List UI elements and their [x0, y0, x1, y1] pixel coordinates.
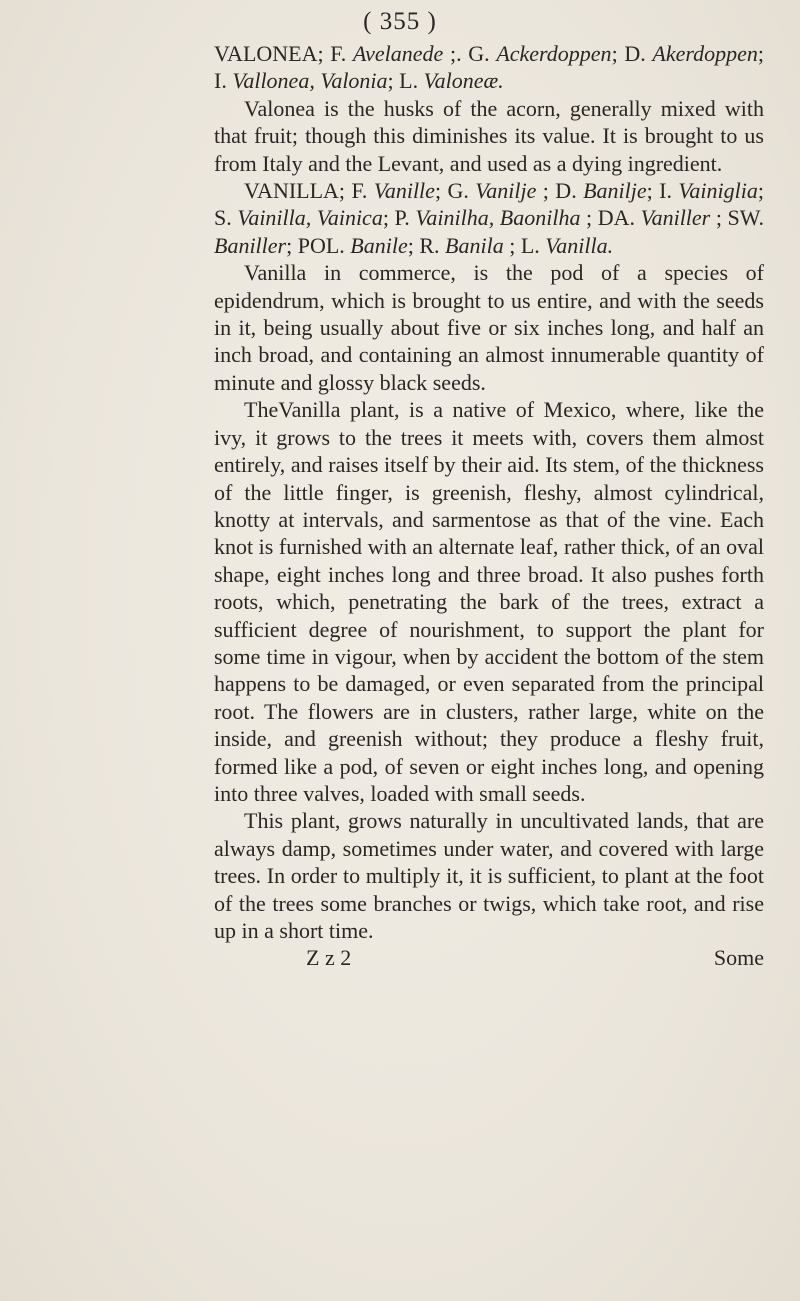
- text-run: ; R.: [407, 232, 446, 258]
- italic-term: Akerdoppen: [652, 41, 758, 66]
- text-run: ; L.: [387, 68, 424, 94]
- text-run: VANILLA; F.: [244, 178, 374, 204]
- paragraph: [214, 177, 764, 259]
- catchword: Some: [713, 945, 764, 971]
- paragraph: [214, 40, 764, 95]
- text-run: VALONEA; F.: [214, 41, 353, 66]
- italic-term: Valoneæ.: [423, 68, 504, 94]
- text-run: ; POL.: [286, 232, 351, 258]
- text-run: ;. G.: [443, 41, 497, 66]
- italic-term: Vainilla, Vainica: [237, 205, 383, 231]
- body-text: [214, 40, 764, 972]
- italic-term: Banila: [445, 232, 504, 258]
- text-run: Vanilla in commerce, is the pod of a species of epidendrum, which is brought to us entire, and with the seeds in it, being usually about five or six inches long, and half an inch broad, and containing an almost innumerable quantity of minute and glossy black seeds.: [214, 260, 764, 395]
- italic-term: Ackerdoppen: [496, 41, 612, 66]
- text-run: ; I.: [214, 41, 765, 94]
- text-run: ; G.: [434, 178, 476, 204]
- italic-term: Vanilje: [475, 178, 537, 204]
- italic-term: Vainilha, Baonilha: [415, 205, 581, 231]
- text-run: ; S.: [214, 178, 764, 231]
- text-run: ; DA.: [580, 205, 641, 231]
- italic-term: Vanilla.: [545, 232, 614, 258]
- signature-mark: Z z 2: [306, 945, 352, 971]
- italic-term: Vallonea, Valonia: [232, 68, 388, 94]
- italic-term: Baniller: [214, 232, 287, 258]
- text-run: This plant, grows naturally in uncultivated lands, that are always damp, sometimes under water, and covered with large trees. In order to multiply it, it is sufficient, to plant at the foot of the trees some branches or twigs, which take root, and rise up in a short time.: [214, 808, 764, 943]
- italic-term: Avelanede: [352, 41, 444, 66]
- paragraph-list: [214, 40, 764, 944]
- italic-term: Banile: [350, 232, 408, 258]
- italic-term: Vanille: [373, 178, 435, 204]
- italic-term: Banilje: [583, 178, 647, 204]
- paragraph: [214, 807, 764, 944]
- text-run: ; SW.: [710, 205, 764, 231]
- paragraph: [214, 396, 764, 807]
- text-run: ; L.: [503, 232, 546, 258]
- text-run: TheVanilla plant, is a native of Mexico, where, like the ivy, it grows to the trees it meets with, covers them almost entirely, and raises itself by their aid. Its stem, of the thickness of the little finger, is greenish, fleshy, almost cylindrical, knotty at intervals, and sarmentose as that of the vine. Each knot is furnished with an alternate leaf, rather thick, of an oval shape, eight inches long and three broad. It also pushes forth roots, which, penetrating the bark of the trees, extract a sufficient degree of nourishment, to support the plant for some time in vigour, when by accident the bottom of the stem happens to be damaged, or even separated from the principal root. The flowers are in clusters, rather large, white on the inside, and greenish without; they produce a fleshy fruit, formed like a pod, of seven or eight inches long, and opening into three valves, loaded with small seeds.: [214, 397, 764, 806]
- page-footer: [306, 944, 764, 971]
- text-run: ; D.: [611, 41, 653, 66]
- paragraph: [214, 95, 764, 177]
- text-run: ; I.: [646, 178, 679, 204]
- text-run: Valonea is the husks of the acorn, generally mixed with that fruit; though this diminishes its value. It is brought to us from Italy and the Levant, and used as a dying ingredient.: [214, 95, 764, 176]
- page-number: ( 355 ): [363, 8, 437, 35]
- text-run: ; D.: [536, 178, 584, 204]
- paragraph: [214, 259, 764, 396]
- italic-term: Vainiglia: [678, 178, 758, 204]
- text-run: ; P.: [382, 205, 416, 231]
- italic-term: Vaniller: [640, 205, 711, 231]
